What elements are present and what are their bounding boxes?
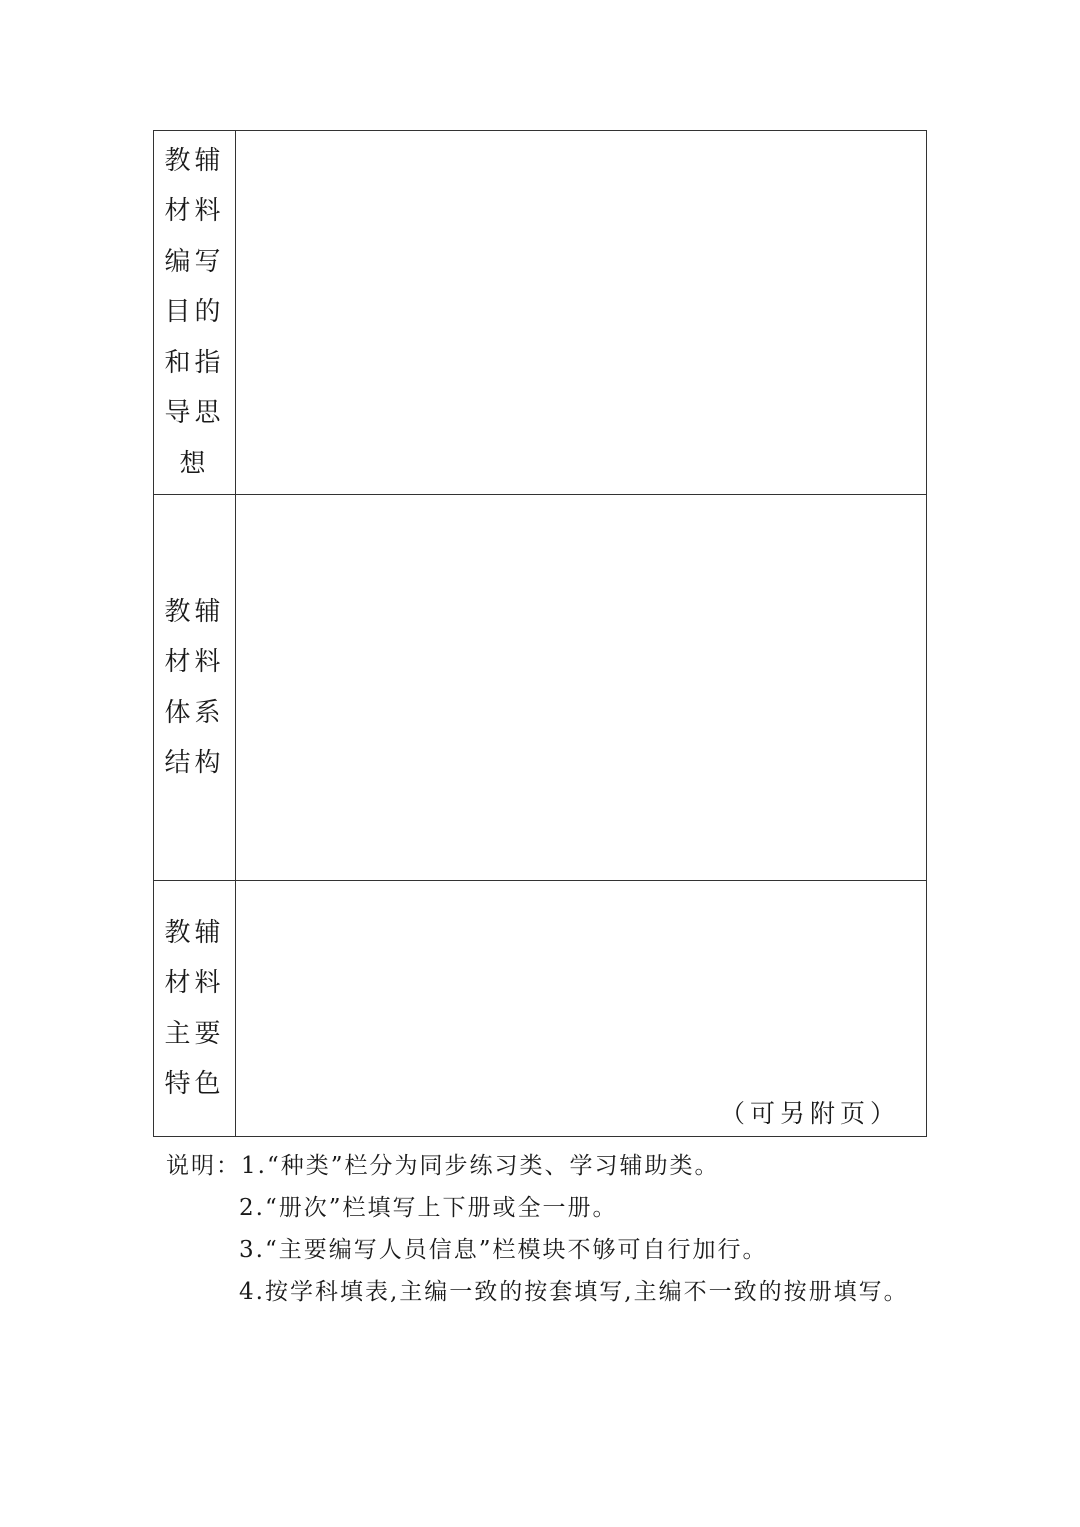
note-text: 1.“种类”栏分为同步练习类、学习辅助类。 — [241, 1153, 720, 1179]
form-row-features — [154, 881, 927, 1137]
label-line: 和指 — [164, 347, 225, 378]
notes-prefix: 说明： — [166, 1153, 241, 1179]
structure-content-field[interactable] — [236, 495, 927, 881]
label-line: 体系 — [164, 697, 225, 728]
label-line: 编写 — [164, 246, 225, 277]
label-line: 特色 — [164, 1069, 225, 1099]
purpose-content-field[interactable] — [236, 131, 927, 495]
label-line: 教辅 — [164, 145, 225, 176]
label-line: 教辅 — [164, 917, 225, 948]
note-text: 3.“主要编写人员信息”栏模块不够可自行加行。 — [239, 1237, 768, 1263]
appendix-note: （可另附页） — [719, 1099, 900, 1128]
label-line: 材料 — [164, 647, 225, 677]
row-label-structure — [154, 495, 236, 881]
material-info-form — [153, 130, 927, 1137]
form-row-purpose — [154, 131, 927, 495]
note-item — [166, 1229, 946, 1271]
row-label-purpose — [154, 131, 236, 495]
form-notes — [166, 1145, 946, 1313]
note-item — [166, 1271, 946, 1313]
note-text: 4.按学科填表,主编一致的按套填写,主编不一致的按册填写。 — [239, 1279, 909, 1305]
row-label-features — [154, 881, 236, 1137]
note-text: 2.“册次”栏填写上下册或全一册。 — [239, 1195, 618, 1221]
features-content-field[interactable] — [236, 881, 927, 1137]
label-line: 导思 — [164, 398, 225, 429]
label-line: 材料 — [164, 968, 225, 998]
note-item — [166, 1145, 946, 1187]
label-line: 想 — [179, 448, 210, 479]
note-item — [166, 1187, 946, 1229]
label-line: 主要 — [164, 1018, 225, 1049]
label-line: 教辅 — [164, 596, 225, 627]
label-line: 结构 — [164, 748, 225, 778]
form-row-structure — [154, 495, 927, 881]
label-line: 目的 — [164, 297, 225, 328]
label-line: 材料 — [164, 196, 225, 227]
